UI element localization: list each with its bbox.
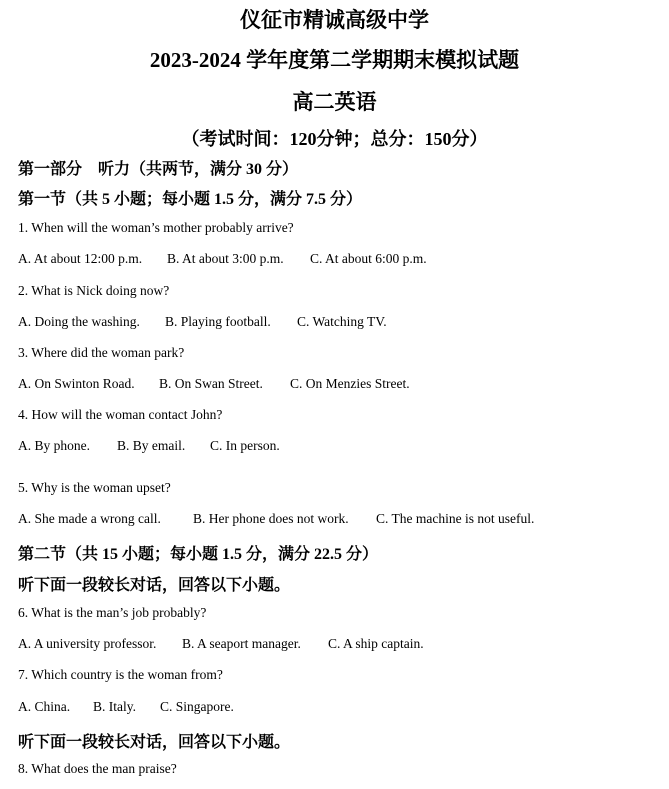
option-c: C. In person. bbox=[210, 438, 280, 453]
school-name: 仪征市精诚高级中学 bbox=[240, 8, 429, 32]
option-b: B. At about 3:00 p.m. bbox=[167, 251, 284, 266]
option-a: A. On Swinton Road. bbox=[18, 376, 135, 391]
exam-info: （考试时间：120分钟；总分：150分） bbox=[181, 129, 488, 149]
question-2-options bbox=[18, 314, 387, 330]
option-a: A. She made a wrong call. bbox=[18, 511, 161, 526]
question-6-options bbox=[18, 636, 424, 652]
section2-title: 第二节（共 15 小题；每小题 1.5 分，满分 22.5 分） bbox=[18, 546, 379, 563]
option-c: C. Singapore. bbox=[160, 699, 234, 714]
exam-title: 2023-2024 学年度第二学期期末模拟试题 bbox=[149, 48, 520, 72]
dialogue-instruction-2: 听下面一段较长对话，回答以下小题。 bbox=[18, 734, 291, 751]
subject-title: 高二英语 bbox=[292, 90, 377, 114]
option-c: C. At about 6:00 p.m. bbox=[310, 251, 427, 266]
option-c: C. Watching TV. bbox=[297, 314, 387, 329]
option-c: C. On Menzies Street. bbox=[290, 376, 410, 391]
question-3: 3. Where did the woman park? bbox=[18, 345, 185, 360]
option-a: A. Doing the washing. bbox=[18, 314, 140, 329]
part1-title: 第一部分 听力（共两节，满分 30 分） bbox=[18, 161, 299, 178]
option-b: B. A seaport manager. bbox=[182, 636, 301, 651]
question-4-options bbox=[18, 438, 280, 454]
option-b: B. Italy. bbox=[93, 699, 136, 714]
section1-title: 第一节（共 5 小题；每小题 1.5 分，满分 7.5 分） bbox=[18, 191, 363, 208]
question-8: 8. What does the man praise? bbox=[18, 761, 177, 776]
question-3-options bbox=[18, 376, 410, 392]
question-7: 7. Which country is the woman from? bbox=[18, 667, 223, 682]
option-c: C. A ship captain. bbox=[328, 636, 424, 651]
question-5: 5. Why is the woman upset? bbox=[18, 480, 171, 495]
option-b: B. By email. bbox=[117, 438, 186, 453]
option-c: C. The machine is not useful. bbox=[376, 511, 535, 526]
question-7-options bbox=[18, 699, 234, 715]
option-b: B. Her phone does not work. bbox=[193, 511, 349, 526]
dialogue-instruction-1: 听下面一段较长对话，回答以下小题。 bbox=[18, 577, 291, 594]
option-a: A. At about 12:00 p.m. bbox=[18, 251, 143, 266]
question-5-options bbox=[18, 511, 534, 527]
option-a: A. China. bbox=[18, 699, 71, 714]
option-b: B. Playing football. bbox=[165, 314, 271, 329]
question-1-options bbox=[18, 251, 427, 267]
option-a: A. By phone. bbox=[18, 438, 90, 453]
question-2: 2. What is Nick doing now? bbox=[18, 283, 170, 298]
question-6: 6. What is the man’s job probably? bbox=[18, 605, 207, 620]
question-4: 4. How will the woman contact John? bbox=[18, 407, 223, 422]
question-1: 1. When will the woman’s mother probably arrive? bbox=[18, 220, 294, 235]
option-b: B. On Swan Street. bbox=[159, 376, 263, 391]
option-a: A. A university professor. bbox=[18, 636, 157, 651]
